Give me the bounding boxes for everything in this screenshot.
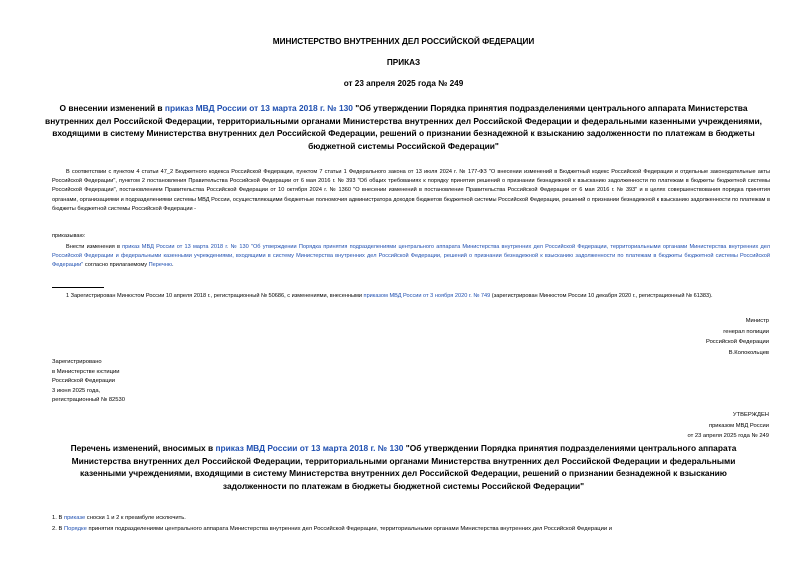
footnote-text-start: Зарегистрирован Минюстом России 10 апреля 2018 г., регистрационный № 50686, с изменениями, внесенными [69, 293, 364, 299]
list-item-2-text: принятия подразделениями центрального аппарата Министерства внутренних дел Российской Федерации, территориальными органами Министерства внутренних дел Российской Федерации и [86, 526, 612, 532]
title-prefix: О внесении изменений в [59, 103, 165, 113]
signature-rank: генерал полиции [723, 328, 769, 335]
registration-line-1: Зарегистрировано [52, 359, 102, 365]
order-title [40, 102, 767, 152]
list-title-order-link[interactable]: приказ МВД России от 13 марта 2018 г. № 130 [215, 443, 404, 453]
registration-line-5: регистрационный № 82530 [52, 397, 125, 404]
registration-line-2: в Министерстве юстиции [52, 368, 120, 375]
approval-block [688, 410, 769, 442]
signature-title: Министр [745, 318, 769, 324]
footnote-order-link[interactable]: приказом МВД России от 3 ноября 2020 г. № 749 [363, 293, 491, 299]
title-order-link[interactable]: приказ МВД России от 13 марта 2018 г. № 130 [164, 103, 353, 113]
registration-line-3: Российской Федерации [52, 378, 116, 385]
signature-block [706, 316, 769, 358]
amended-order-link[interactable]: приказ МВД России от 13 марта 2018 г. № 130 "Об утверждении Порядка принятия подразделениями центрального аппарата Министерства внутренних дел Российской Федерации, территориальными органами Министерства внутренних дел Российской Федерации и федеральными казенными учреждениями, входящими в систему Министерства внутренних дел Российской Федерации, решений о признании безнадежной к взысканию задолженности по платежам в бюджеты бюджетной системы Российской Федерации" [52, 244, 770, 269]
list-link[interactable]: Перечню [148, 262, 173, 269]
signature-country: Российской Федерации [705, 339, 769, 346]
order-paragraph-start: Внести изменения в [66, 244, 123, 250]
list-item-2-number: 2. В [52, 526, 64, 532]
order-paragraph [52, 243, 770, 271]
list-title-rest: "Об утверждении Порядка принятия подразделениями центрального аппарата Министерства внутренних дел Российской Федерации, территориальными органами Министерства внутренних дел Российской Федерации и федеральными казенными учреждениями, входящими в систему Министерства внутренних дел Российской Федерации, решений о признании безнадежной к взысканию задолженности по платежам в бюджеты бюджетной системы Российской Федерации" [71, 443, 737, 491]
list-item-1-number: 1. В [52, 515, 64, 521]
footnote-mark: 1 [66, 293, 70, 299]
footnote-divider [52, 287, 104, 288]
registration-block [52, 358, 125, 406]
order-paragraph-mid: согласно прилагаемому [83, 262, 149, 269]
list-item-1-link[interactable]: приказе [63, 515, 86, 521]
doc-date-number: от 23 апреля 2025 года № 249 [343, 79, 464, 88]
footnote-text-end: (зарегистрирован Минюстом России 10 декабря 2020 г., регистрационный № 61383). [490, 293, 713, 299]
ministry-name: МИНИСТЕРСТВО ВНУТРЕННИХ ДЕЛ РОССИЙСКОЙ ФЕДЕРАЦИИ [272, 37, 535, 46]
changes-list [52, 513, 770, 535]
list-item [52, 513, 770, 524]
approval-line-3: от 23 апреля 2025 года № 249 [687, 433, 769, 440]
footnote [52, 292, 770, 301]
signature-name: В.Колокольцев [728, 349, 769, 356]
registration-line-4: 3 июня 2025 года, [52, 387, 101, 394]
approval-line-2: приказом МВД России [708, 422, 769, 429]
preamble-paragraph: В соответствии с пунктом 4 статьи 47_2 Бюджетного кодекса Российской Федерации, пунктом 7 статьи 1 Федерального закона от 13 июля 2024 г. № 177-ФЗ "О внесении изменений в Бюджетный кодекс Российской Федерации и отдельные законодательные акты Российской Федерации", пунктом 2 постановления Правительства Российской Федерации от 6 мая 2016 г. № 393 "Об общих требованиях к порядку принятия решений о признании безнадежной к взысканию задолженности по платежам в бюджеты бюджетной системы Российской Федерации", постановлением Правительства Российской Федерации от 10 октября 2024 г. № 1360 "О внесении изменений в постановление Правительства Российской Федерации от 6 мая 2016 г. № 393" и в целях совершенствования порядка принятия органами, организациями и подразделениями системы МВД России, осуществляющими бюджетные полномочия администратора доходов бюджетов бюджетной системы Российской Федерации, решений о признании безнадежной к взысканию задолженности по платежам в бюджеты бюджетной системы Российской Федерации - [52, 169, 770, 212]
title-rest: "Об утверждении Порядка принятия подразделениями центрального аппарата Министерства внутренних дел Российской Федерации, территориальными органами Министерства внутренних дел Российской Федерации и федеральными казенными учреждениями, входящими в систему Министерства внутренних дел Российской Федерации, решений о признании безнадежной к взысканию задолженности по платежам в бюджеты бюджетной системы Российской Федерации" [45, 103, 762, 151]
order-word: приказываю: [52, 233, 86, 239]
list-title-prefix: Перечень изменений, вносимых в [70, 443, 216, 453]
approval-line-1: УТВЕРЖДЕН [732, 412, 769, 418]
list-item-1-text: сноски 1 и 2 к преамбуле исключить. [85, 515, 186, 521]
list-title [48, 442, 759, 492]
order-paragraph-end: . [172, 262, 174, 269]
list-item [52, 524, 770, 535]
list-item-2-link[interactable]: Порядке [63, 526, 87, 532]
doc-type: ПРИКАЗ [386, 58, 421, 67]
